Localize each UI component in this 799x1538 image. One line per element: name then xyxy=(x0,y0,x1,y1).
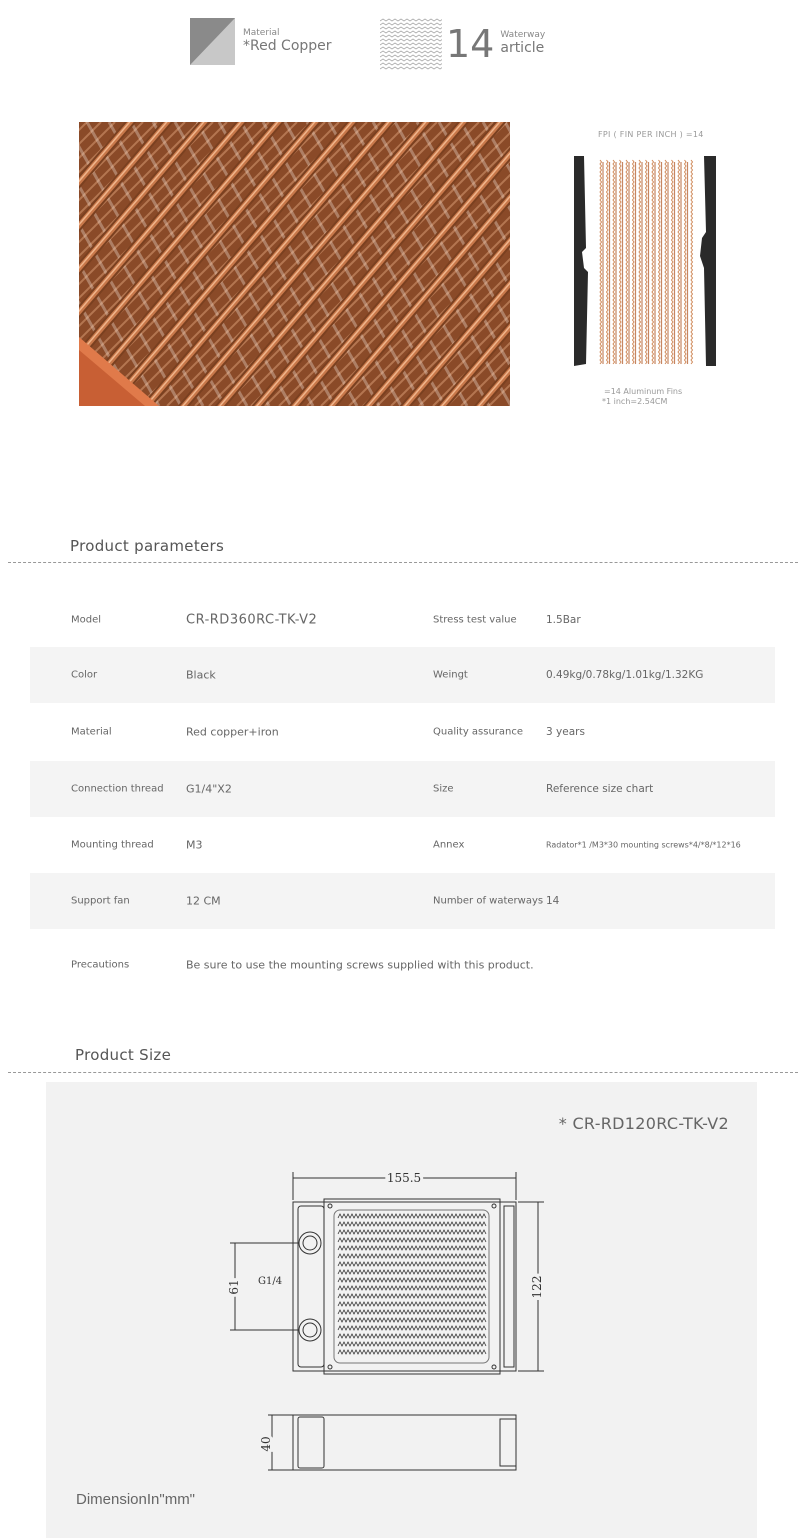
param-key: Quality assurance xyxy=(433,726,524,738)
param-key: Support fan xyxy=(71,895,130,907)
size-model-label: * CR-RD120RC-TK-V2 xyxy=(558,1114,729,1133)
port-spacing-dimension: 61 xyxy=(227,1279,241,1295)
section-divider xyxy=(8,562,798,563)
material-swatch-icon xyxy=(190,18,235,65)
material-value: *Red Copper xyxy=(243,37,332,54)
fpi-fins-note: =14 Aluminum Fins xyxy=(604,387,683,396)
param-key: Model xyxy=(71,614,102,626)
dimension-unit-label: DimensionIn"mm" xyxy=(76,1491,196,1508)
param-value: M3 xyxy=(186,838,203,852)
param-key: Annex xyxy=(433,839,465,851)
param-row xyxy=(30,647,775,703)
param-key: Material xyxy=(71,726,112,738)
material-label: Material xyxy=(243,27,280,38)
param-row xyxy=(30,704,775,760)
copper-fin-photo xyxy=(79,122,510,406)
waterway-label: Waterway xyxy=(500,30,546,41)
param-key: Weingt xyxy=(433,669,468,681)
param-row xyxy=(30,817,775,873)
param-value: 3 years xyxy=(546,726,585,738)
section-divider xyxy=(8,1072,798,1073)
param-key: Stress test value xyxy=(433,614,517,626)
wave-pattern-icon xyxy=(380,18,442,70)
param-value: Be sure to use the mounting screws supplied with this product. xyxy=(186,958,534,972)
param-key: Precautions xyxy=(71,959,130,971)
param-key: Color xyxy=(71,669,98,681)
param-value: 1.5Bar xyxy=(546,614,581,626)
param-value: Reference size chart xyxy=(546,783,654,795)
fpi-inch-note: *1 inch=2.54CM xyxy=(602,397,668,406)
fpi-label: FPI ( FIN PER INCH ) =14 xyxy=(598,130,704,139)
height-dimension: 122 xyxy=(530,1275,544,1299)
param-value: Black xyxy=(186,668,216,682)
dimension-drawing xyxy=(46,1082,757,1538)
depth-dimension: 40 xyxy=(259,1436,273,1452)
param-row xyxy=(30,592,775,648)
waterway-badge xyxy=(380,18,545,70)
param-row xyxy=(30,761,775,817)
param-value: 14 xyxy=(546,895,560,907)
param-key: Number of waterways xyxy=(433,895,544,907)
param-row xyxy=(30,937,775,993)
material-badge xyxy=(190,18,332,65)
param-value: 12 CM xyxy=(186,894,221,908)
param-value: 0.49kg/0.78kg/1.01kg/1.32KG xyxy=(546,669,704,681)
param-value: Radator*1 /M3*30 mounting screws*4/*8/*12*16 xyxy=(546,840,741,850)
param-row xyxy=(30,873,775,929)
param-key: Connection thread xyxy=(71,783,164,795)
waterway-count: 14 xyxy=(446,22,495,66)
product-parameters-title: Product parameters xyxy=(70,537,225,555)
thread-label: G1/4 xyxy=(258,1276,283,1287)
fpi-diagram xyxy=(570,128,730,410)
product-size-panel xyxy=(46,1082,757,1538)
width-dimension: 155.5 xyxy=(386,1171,422,1185)
param-key: Mounting thread xyxy=(71,839,154,851)
param-value: G1/4"X2 xyxy=(186,782,232,796)
param-value: CR-RD360RC-TK-V2 xyxy=(186,612,318,628)
param-key: Size xyxy=(433,783,454,795)
param-value: Red copper+iron xyxy=(186,725,279,739)
waterway-unit: article xyxy=(500,40,545,57)
product-size-title: Product Size xyxy=(75,1046,172,1064)
